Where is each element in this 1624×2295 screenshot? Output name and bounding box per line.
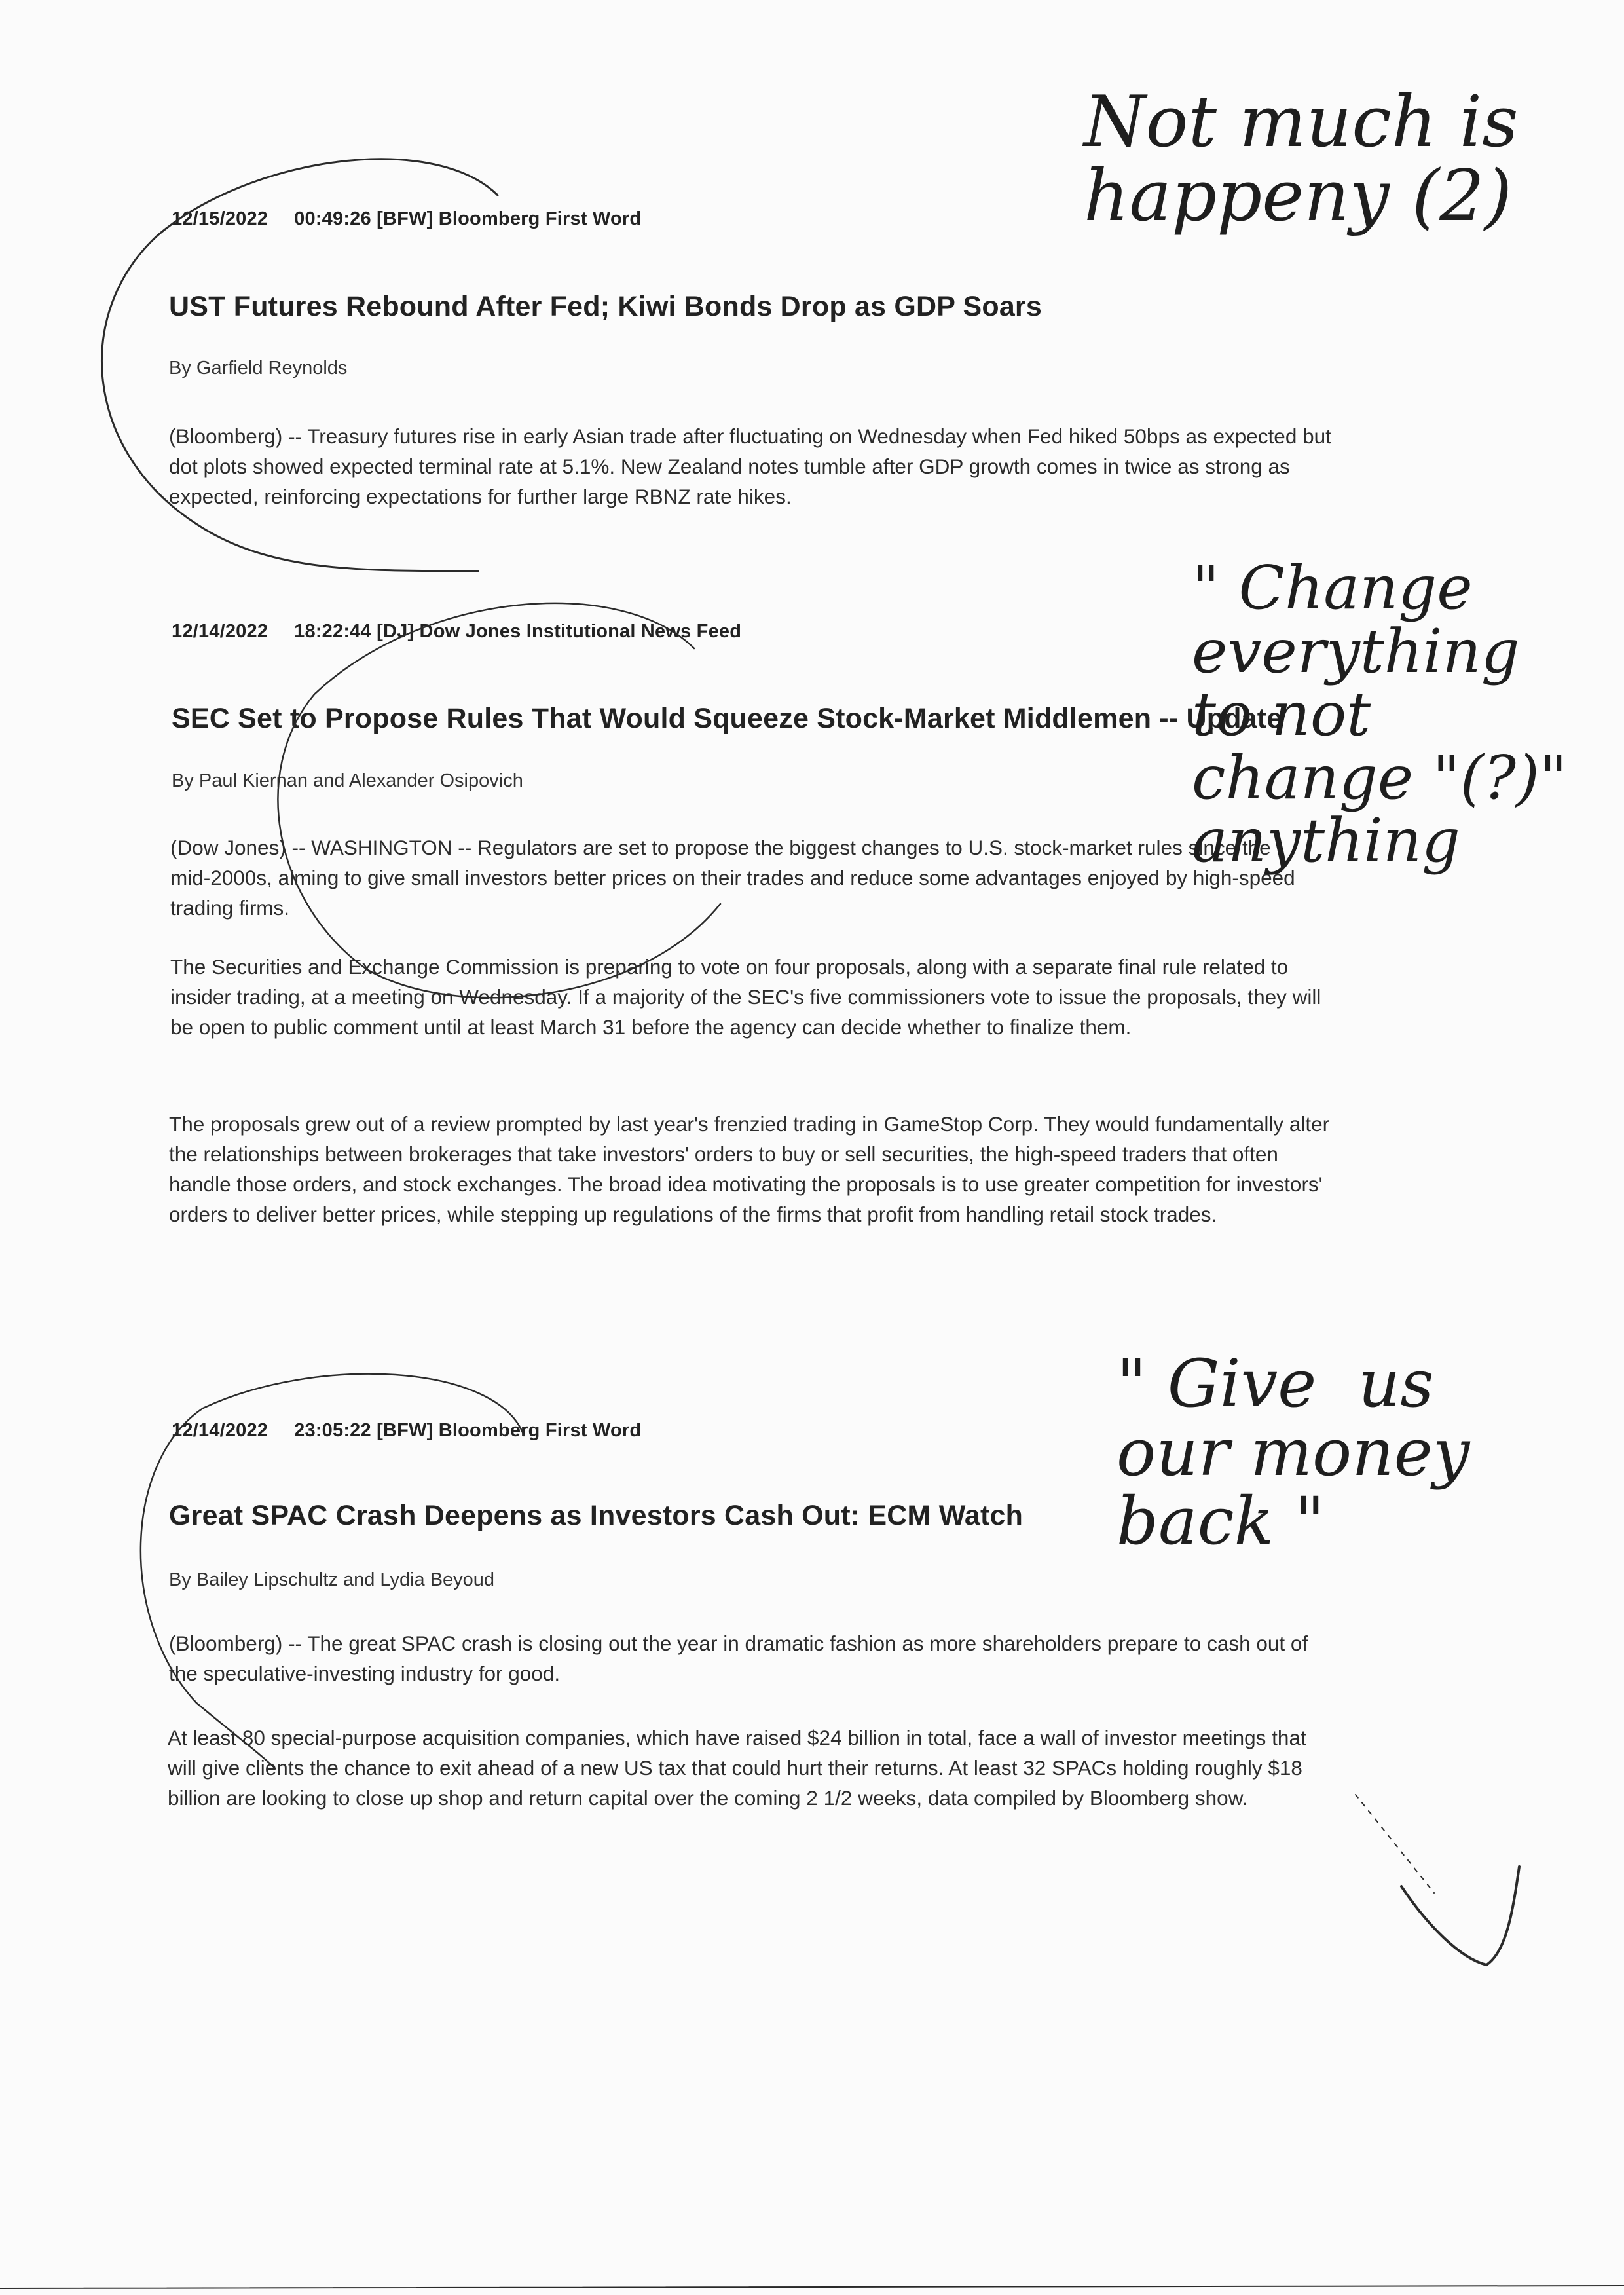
article-2-byline: By Paul Kiernan and Alexander Osipovich: [172, 770, 523, 791]
article-1-paragraph-1: (Bloomberg) -- Treasury futures rise in early Asian trade after fluctuating on Wednesday when Fed hiked 50bps as expected but dot plots showed expected terminal rate at 5.1%. New Zealand notes tumble after GDP growth comes in twice as strong as expected, reinforcing expectations for further large RBNZ rate hikes.: [169, 424, 1331, 508]
article-3-time: 23:05:22: [294, 1420, 371, 1441]
article-2-paragraph-1: (Dow Jones) -- WASHINGTON -- Regulators are set to propose the biggest changes to U.S. stock-market rules since the mid-2000s, aiming to give small investors better prices on their trades and reduce some advantages enjoyed by high-speed trading firms.: [170, 836, 1295, 920]
article-2-paragraph-2: The Securities and Exchange Commission is preparing to vote on four proposals, along with a separate final rule related to insider trading, at a meeting on Wednesday. If a majority of the SEC's five commissioners vote to issue the proposals, they will be open to public comment until at least March 31 before the agency can decide whether to finalize them.: [170, 955, 1321, 1039]
article-3-source: [BFW] Bloomberg First Word: [377, 1420, 642, 1441]
article-2-time: 18:22:44: [294, 621, 371, 642]
article-3-paragraph-1: (Bloomberg) -- The great SPAC crash is closing out the year in dramatic fashion as more shareholders prepare to cash out of the speculative-investing industry for good.: [169, 1632, 1308, 1685]
handwritten-note-give-us-money-back: " Give us our money back ": [1116, 1345, 1470, 1559]
article-2-paragraph-3: The proposals grew out of a review prompted by last year's frenzied trading in GameStop Corp. They would fundamentally alter the relationships between brokerages that take investors' orders to buy or sell securities, the high-speed traders that often handle those orders, and stock exchanges. The broad idea motivating the proposals is to use greater competition for investors' orders to deliver better prices, while stepping up regulations of the firms that profit from handling retail stock trades.: [169, 1112, 1330, 1226]
article-3-paragraph-2: At least 80 special-purpose acquisition companies, which have raised $24 billion in total, face a wall of investor meetings that will give clients the chance to exit ahead of a new US tax that could hurt their returns. At least 32 SPACs holding roughly $18 billion are looking to close up shop and return capital over the coming 2 1/2 weeks, data compiled by Bloomberg show.: [168, 1726, 1306, 1810]
article-1-source: [BFW] Bloomberg First Word: [377, 208, 642, 229]
article-3-headline: Great SPAC Crash Deepens as Investors Cash Out: ECM Watch: [169, 1500, 1024, 1531]
handwritten-note-change-everything: " Change everything to not change "(?)" anything: [1192, 553, 1568, 876]
article-1-byline: By Garfield Reynolds: [169, 358, 348, 379]
article-3-byline: By Bailey Lipschultz and Lydia Beyoud: [169, 1569, 495, 1590]
bottom-rule: [0, 2286, 1624, 2288]
article-2-date: 12/14/2022: [172, 621, 268, 642]
circle-article-2: [278, 603, 720, 998]
article-2-source: [DJ] Dow Jones Institutional News Feed: [377, 621, 742, 642]
article-2-headline: SEC Set to Propose Rules That Would Squeeze Stock-Market Middlemen -- Update: [172, 703, 1283, 734]
article-3-meta: [172, 1420, 641, 1442]
article-1-meta: [172, 208, 641, 230]
down-arrow-icon: [1401, 1867, 1519, 1965]
article-2-meta: [172, 621, 741, 643]
article-1-date: 12/15/2022: [172, 208, 268, 229]
handwritten-note-not-much-happening: Not much is happeny (2): [1084, 81, 1519, 238]
arrow-shaft: [1356, 1795, 1434, 1893]
article-3-date: 12/14/2022: [172, 1420, 268, 1441]
article-1-headline: UST Futures Rebound After Fed; Kiwi Bonds Drop as GDP Soars: [169, 291, 1042, 322]
article-1-time: 00:49:26: [294, 208, 371, 229]
